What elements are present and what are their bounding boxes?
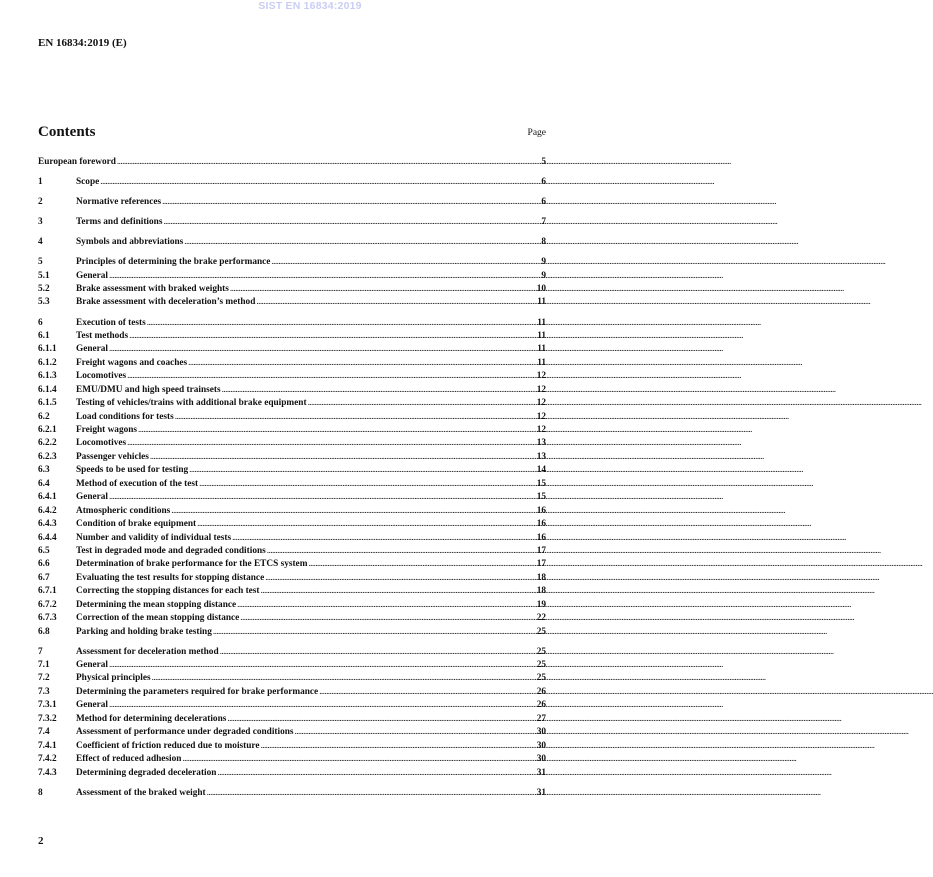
toc-entry-page: 6	[541, 177, 546, 188]
toc-dot-leader	[127, 370, 536, 383]
table-of-contents	[38, 156, 546, 800]
toc-entry-page: 18	[536, 572, 546, 583]
toc-dot-leader	[199, 478, 536, 491]
toc-entry-page: 11	[537, 330, 546, 341]
toc-entry-title: Correction of the mean stopping distance	[76, 613, 240, 624]
toc-entry-number: 5.1	[38, 270, 50, 281]
toc-entry-number: 6.2.2	[38, 438, 57, 449]
toc-entry-number: 7.4.2	[38, 754, 57, 765]
toc-entry-number: 6.1	[38, 330, 50, 341]
toc-entry-page: 12	[536, 371, 546, 382]
toc-entry[interactable]	[38, 532, 546, 545]
toc-entry[interactable]	[38, 216, 546, 229]
toc-entry-page: 13	[536, 451, 546, 462]
toc-entry-title: General	[76, 660, 109, 671]
toc-entry-page: 12	[536, 398, 546, 409]
toc-entry-page: 12	[536, 411, 546, 422]
toc-entry-title: Testing of vehicles/trains with additional brake equipment	[76, 398, 307, 409]
toc-entry[interactable]	[38, 317, 546, 330]
toc-entry-title: Assessment of the braked weight	[76, 787, 206, 798]
toc-entry-title: Method of execution of the test	[76, 478, 199, 489]
toc-entry-number: 5.3	[38, 297, 50, 308]
toc-entry-title: Terms and definitions	[76, 217, 163, 228]
toc-entry-number: 7.4.1	[38, 740, 57, 751]
toc-entry-number: 6.4.2	[38, 505, 57, 516]
toc-entry-page: 19	[536, 599, 546, 610]
toc-entry-title: Method for determining decelerations	[76, 713, 227, 724]
toc-dot-leader	[175, 411, 536, 424]
toc-entry-number: 6.1.1	[38, 344, 57, 355]
toc-entry[interactable]	[38, 370, 546, 383]
toc-entry-page: 30	[536, 740, 546, 751]
toc-entry-number: 6.8	[38, 626, 50, 637]
toc-dot-leader	[261, 585, 536, 598]
toc-entry[interactable]	[38, 726, 546, 739]
toc-dot-leader	[308, 558, 535, 571]
toc-entry-title: Brake assessment with deceleration’s method	[76, 297, 256, 308]
toc-entry[interactable]	[38, 357, 546, 370]
toc-entry-page: 25	[536, 673, 546, 684]
toc-entry-title: Physical principles	[76, 673, 151, 684]
toc-entry-page: 16	[536, 519, 546, 530]
toc-entry-page: 27	[536, 713, 546, 724]
toc-dot-leader	[240, 612, 535, 625]
contents-heading: Contents	[38, 124, 96, 140]
toc-entry[interactable]	[38, 646, 546, 659]
toc-entry-number: 6.1.3	[38, 371, 57, 382]
toc-dot-leader	[138, 424, 536, 437]
toc-entry[interactable]	[38, 411, 546, 424]
toc-entry-title: Scope	[76, 177, 100, 188]
toc-dot-leader	[237, 599, 536, 612]
toc-entry[interactable]	[38, 343, 546, 356]
toc-entry-number: 1	[38, 177, 43, 188]
toc-entry-page: 31	[536, 787, 546, 798]
toc-dot-leader	[213, 626, 536, 639]
toc-dot-leader	[127, 437, 536, 450]
toc-entry-title: Test methods	[76, 330, 129, 341]
toc-entry[interactable]	[38, 740, 546, 753]
toc-entry-page: 6	[541, 197, 546, 208]
toc-entry-page: 14	[536, 465, 546, 476]
toc-dot-leader	[319, 686, 536, 699]
toc-entry-number: 7.4	[38, 727, 50, 738]
toc-entry-page: 5	[541, 157, 546, 167]
toc-entry-number: 8	[38, 787, 43, 798]
toc-entry-page: 12	[536, 384, 546, 395]
toc-dot-leader	[265, 572, 536, 585]
toc-entry-title: Test in degraded mode and degraded conditions	[76, 545, 266, 556]
toc-entry-page: 17	[536, 559, 546, 570]
page-number: 2	[38, 835, 44, 847]
toc-dot-leader	[227, 713, 535, 726]
toc-entry-title: General	[76, 344, 109, 355]
toc-entry-title: Coefficient of friction reduced due to moisture	[76, 740, 260, 751]
toc-dot-leader	[220, 646, 536, 659]
toc-entry[interactable]	[38, 196, 546, 209]
toc-entry-title: Determining the mean stopping distance	[76, 599, 237, 610]
toc-entry[interactable]	[38, 572, 546, 585]
toc-entry[interactable]	[38, 478, 546, 491]
toc-entry-title: Locomotives	[76, 438, 127, 449]
toc-entry-page: 12	[536, 425, 546, 435]
toc-entry-number: 7.3	[38, 686, 50, 697]
toc-entry-page: 17	[536, 545, 546, 556]
toc-entry[interactable]	[38, 384, 546, 397]
toc-entry-page: 25	[536, 646, 546, 657]
toc-entry-title: Condition of brake equipment	[76, 519, 197, 530]
toc-entry-page: 26	[536, 700, 546, 711]
toc-dot-leader	[182, 753, 535, 766]
toc-dot-leader	[267, 545, 536, 558]
toc-entry-number: 7.1	[38, 660, 50, 671]
document-id-header: EN 16834:2019 (E)	[38, 37, 127, 49]
toc-entry-number: 7.4.3	[38, 767, 57, 778]
toc-dot-leader	[217, 767, 535, 780]
toc-entry[interactable]	[38, 236, 546, 249]
toc-entry[interactable]	[38, 330, 546, 343]
toc-entry[interactable]	[38, 256, 546, 269]
toc-entry-title: Normative references	[76, 197, 162, 208]
toc-entry-page: 7	[541, 217, 546, 228]
toc-entry[interactable]	[38, 437, 546, 450]
toc-dot-leader	[256, 296, 536, 309]
toc-entry-title: Assessment for deceleration method	[76, 646, 219, 657]
toc-entry-page: 18	[536, 586, 546, 597]
toc-dot-leader	[197, 518, 536, 531]
toc-entry-number: 6.1.4	[38, 384, 57, 395]
toc-entry-number: 6.5	[38, 545, 50, 556]
toc-entry[interactable]	[38, 464, 546, 477]
toc-entry-title: Determining degraded deceleration	[76, 767, 217, 778]
toc-entry-title: General	[76, 492, 109, 503]
toc-dot-leader	[261, 740, 536, 753]
toc-dot-leader	[100, 176, 540, 189]
toc-dot-leader	[222, 384, 536, 397]
toc-entry-page: 11	[537, 344, 546, 355]
toc-entry-page: 31	[536, 767, 546, 778]
toc-entry[interactable]	[38, 296, 546, 309]
toc-dot-leader	[171, 505, 535, 518]
toc-entry-number: 6.4	[38, 478, 50, 489]
page-column-label: Page	[527, 128, 546, 138]
toc-entry[interactable]	[38, 176, 546, 189]
toc-entry[interactable]	[38, 156, 546, 169]
toc-entry-title: Correcting the stopping distances for each test	[76, 586, 260, 597]
toc-entry-number: 5	[38, 257, 43, 268]
toc-entry-title: Load conditions for tests	[76, 411, 174, 422]
toc-entry-title: Execution of tests	[76, 317, 146, 328]
toc-entry[interactable]	[38, 672, 546, 685]
toc-entry-title: Speeds to be used for testing	[76, 465, 189, 476]
toc-entry-title: EMU/DMU and high speed trainsets	[76, 384, 221, 395]
toc-entry-page: 15	[536, 478, 546, 489]
toc-dot-leader	[232, 532, 536, 545]
toc-entry-page: 16	[536, 505, 546, 516]
toc-entry-page: 25	[536, 660, 546, 671]
toc-entry-number: 4	[38, 237, 43, 248]
toc-entry[interactable]	[38, 612, 546, 625]
toc-entry-number: 6.4.1	[38, 492, 57, 503]
toc-entry-title: Brake assessment with braked weights	[76, 284, 229, 295]
toc-dot-leader	[109, 491, 536, 504]
toc-entry[interactable]	[38, 599, 546, 612]
toc-entry-number: 2	[38, 197, 43, 208]
toc-entry-number: 6.2.3	[38, 451, 57, 462]
toc-entry-number: 6.4.3	[38, 519, 57, 530]
toc-dot-leader	[109, 343, 536, 356]
toc-dot-leader	[271, 256, 540, 269]
toc-dot-leader	[109, 699, 536, 712]
toc-entry[interactable]	[38, 753, 546, 766]
toc-entry-page: 30	[536, 754, 546, 765]
toc-entry-page: 26	[536, 686, 546, 697]
toc-entry-number: 6.7.2	[38, 599, 57, 610]
toc-entry-page: 16	[536, 532, 546, 543]
toc-entry[interactable]	[38, 545, 546, 558]
toc-entry-title: Evaluating the test results for stopping distance	[76, 572, 265, 583]
toc-entry-title: Determination of brake performance for the ETCS system	[76, 559, 308, 570]
toc-entry[interactable]	[38, 451, 546, 464]
toc-entry[interactable]	[38, 659, 546, 672]
toc-entry-number: 6.2	[38, 411, 50, 422]
toc-entry-title: Freight wagons and coaches	[76, 357, 188, 368]
toc-entry-title: General	[76, 270, 109, 281]
toc-dot-leader	[308, 397, 536, 410]
toc-entry[interactable]	[38, 491, 546, 504]
toc-dot-leader	[117, 156, 540, 169]
toc-entry[interactable]	[38, 283, 546, 296]
toc-entry[interactable]	[38, 767, 546, 780]
toc-entry[interactable]	[38, 686, 546, 699]
toc-entry[interactable]	[38, 699, 546, 712]
toc-dot-leader	[230, 283, 536, 296]
toc-entry-page: 22	[536, 613, 546, 624]
toc-entry-page: 11	[537, 357, 546, 368]
toc-entry-title: Locomotives	[76, 371, 127, 382]
toc-entry[interactable]	[38, 626, 546, 639]
toc-entry-title: Determining the parameters required for brake performance	[76, 686, 319, 697]
toc-entry-page: 9	[541, 270, 546, 281]
toc-entry-page: 30	[536, 727, 546, 738]
toc-entry[interactable]	[38, 585, 546, 598]
toc-entry-page: 10	[536, 284, 546, 295]
toc-dot-leader	[129, 330, 536, 343]
toc-entry-title: Freight wagons	[76, 425, 138, 435]
toc-entry-title: Effect of reduced adhesion	[76, 754, 182, 765]
toc-entry-number: 6	[38, 317, 43, 328]
toc-dot-leader	[152, 672, 536, 685]
toc-entry-page: 11	[537, 297, 546, 308]
watermark: SIST EN 16834:2019	[258, 0, 362, 12]
toc-entry-title: Principles of determining the brake performance	[76, 257, 271, 268]
toc-dot-leader	[109, 270, 540, 283]
toc-dot-leader	[184, 236, 540, 249]
toc-entry-title: Parking and holding brake testing	[76, 626, 212, 637]
toc-entry-title: Atmospheric conditions	[76, 505, 171, 516]
toc-dot-leader	[207, 787, 536, 800]
toc-entry-page: 25	[536, 626, 546, 637]
toc-entry-title: Passenger vehicles	[76, 451, 149, 462]
toc-dot-leader	[189, 464, 536, 477]
toc-entry-number: 6.7.3	[38, 613, 57, 624]
toc-entry-number: 6.7	[38, 572, 50, 583]
toc-dot-leader	[109, 659, 536, 672]
toc-entry[interactable]	[38, 397, 546, 410]
toc-entry[interactable]	[38, 787, 546, 800]
toc-entry-page: 15	[536, 492, 546, 503]
toc-entry-title: European foreword	[38, 157, 116, 167]
toc-dot-leader	[162, 196, 540, 209]
toc-entry-page: 8	[541, 237, 546, 248]
toc-entry[interactable]	[38, 518, 546, 531]
toc-entry-number: 7.3.2	[38, 713, 57, 724]
toc-entry-number: 6.1.5	[38, 398, 57, 409]
toc-entry-number: 6.4.4	[38, 532, 57, 543]
toc-entry-page: 9	[541, 257, 546, 268]
toc-entry-page: 11	[537, 317, 546, 328]
toc-entry[interactable]	[38, 713, 546, 726]
toc-entry-number: 7.3.1	[38, 700, 57, 711]
toc-entry[interactable]	[38, 270, 546, 283]
toc-entry-page: 13	[536, 438, 546, 449]
toc-dot-leader	[295, 726, 536, 739]
toc-entry-number: 6.3	[38, 465, 50, 476]
toc-dot-leader	[163, 216, 540, 229]
toc-entry-title: Symbols and abbreviations	[76, 237, 184, 248]
toc-dot-leader	[188, 357, 536, 370]
toc-entry-number: 6.7.1	[38, 586, 57, 597]
toc-entry-number: 5.2	[38, 284, 50, 295]
toc-entry-number: 6.6	[38, 559, 50, 570]
toc-entry-number: 3	[38, 217, 43, 228]
toc-entry-title: General	[76, 700, 109, 711]
toc-entry[interactable]	[38, 505, 546, 518]
toc-entry[interactable]	[38, 424, 546, 437]
toc-entry-number: 7	[38, 646, 43, 657]
toc-entry-title: Number and validity of individual tests	[76, 532, 232, 543]
toc-entry-title: Assessment of performance under degraded conditions	[76, 727, 294, 738]
toc-entry-number: 6.2.1	[38, 425, 57, 435]
toc-entry-number: 6.1.2	[38, 357, 57, 368]
toc-entry[interactable]	[38, 558, 546, 571]
toc-entry-number: 7.2	[38, 673, 50, 684]
toc-dot-leader	[147, 317, 536, 330]
toc-dot-leader	[150, 451, 536, 464]
